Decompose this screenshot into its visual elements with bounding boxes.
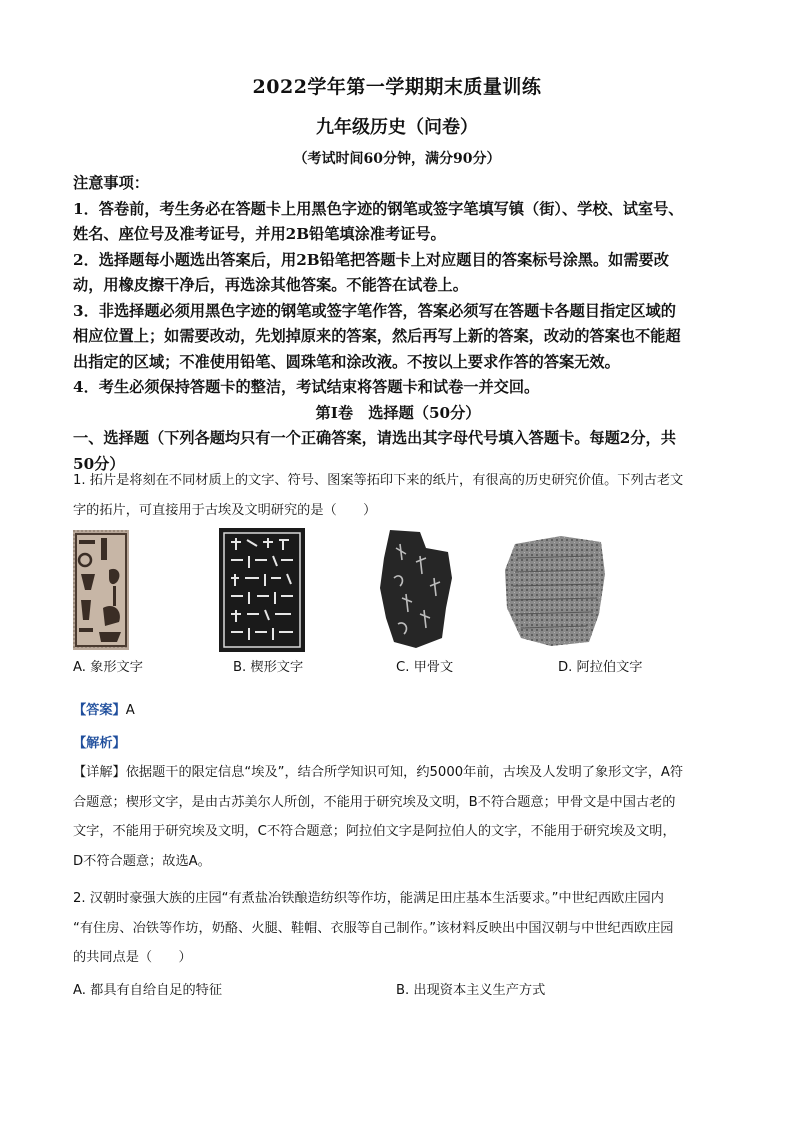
question-1-detail [73,758,723,876]
answer-tag: 【答案】 [73,703,126,718]
exam-info: （考试时间60分钟，满分90分） [293,151,501,167]
question-2-stem [73,884,723,973]
notes-line: 相应位置上；如需要改动，先划掉原来的答案，然后再写上新的答案，改动的答案也不能超 [73,327,681,345]
question-1-options [73,656,723,680]
option-d[interactable]: D. 阿拉伯文字 [558,660,643,675]
option-b[interactable]: B. 楔形文字 [233,660,304,675]
notes-line: 3．非选择题必须用黑色字迹的钢笔或签字笔作答，答案必须写在答题卡各题目指定区域的 [73,301,676,320]
detail-tag: 【详解】 [73,765,126,780]
notes-line: 姓名、座位号及准考证号，并用2B铅笔填涂准考证号。 [73,225,446,243]
rubbing-images [73,528,723,653]
notes-heading: 注意事项： [73,174,149,192]
question-1-stem [73,466,723,525]
notes-line: 2．选择题每小题选出答案后，用2B铅笔把答题卡上对应题目的答案标号涂黑。如需要改 [73,250,669,269]
notes-line: 1．答卷前，考生务必在答题卡上用黑色字迹的钢笔或签字笔填写镇（街）、学校、试室号、 [73,199,684,218]
section-title: 第Ⅰ卷 选择题（50分） [315,403,481,422]
notes-line: 出指定的区域；不准使用铅笔、圆珠笔和涂改液。不按以上要求作答的答案无效。 [73,352,620,371]
question-stem-line: 的共同点是（ ） [73,950,192,965]
detail-line: D不符合题意；故选A。 [73,853,211,869]
section-instruction: 一、选择题（下列各题均只有一个正确答案，请选出其字母代号填入答题卡。每题2分，共 [73,429,676,447]
section-instruction: 50分） [73,454,125,473]
question-stem-line: 2. 汉朝时豪强大族的庄园“有煮盐冶铁酿造纺织等作坊，能满足田庄基本生活要求。”中世纪西欧庄园内 [73,891,664,906]
option-c[interactable]: C. 甲骨文 [396,660,454,675]
cuneiform-rubbing-image [219,528,305,652]
answer-value: A [125,703,135,718]
exam-subtitle: 九年级历史（问卷） [316,117,478,138]
question-stem-line: 字的拓片，可直接用于古埃及文明研究的是（ ） [73,502,377,518]
question-2-options [73,979,723,1003]
detail-line: 【详解】依据题干的限定信息“埃及”，结合所学知识可知，约5000年前，古埃及人发明了象形文字，A符 [73,765,684,780]
notes-line: 4．考生必须保持答题卡的整洁，考试结束将答题卡和试卷一并交回。 [73,378,540,396]
detail-line: 合题意；楔形文字，是由古苏美尔人所创，不能用于研究埃及文明，B不符合题意；甲骨文是中国古老的 [73,794,676,810]
option-b[interactable]: B. 出现资本主义生产方式 [396,983,546,998]
exam-title: 2022学年第一学期期末质量训练 [252,76,542,98]
arabic-rubbing-image [501,534,607,648]
question-stem-line: 1. 拓片是将刻在不同材质上的文字、符号、图案等拓印下来的纸片，有很高的历史研究价值。下列古老文 [73,473,684,488]
notes-section [73,171,723,477]
analysis-tag: 【解析】 [73,736,126,751]
option-a[interactable]: A. 都具有自给自足的特征 [73,983,223,998]
detail-line: 文字，不能用于研究埃及文明，C不符合题意；阿拉伯文字是阿拉伯人的文字，不能用于研究埃及文明， [73,824,676,839]
hieroglyph-rubbing-image [73,530,129,650]
oracle-bone-rubbing-image [376,528,456,650]
answer-line [73,699,723,723]
question-stem-line: “有住房、冶铁等作坊，奶酪、火腿、鞋帽、衣服等自己制作。”该材料反映出中国汉朝与中世纪西欧庄园 [73,920,674,936]
notes-line: 动，用橡皮擦干净后，再选涂其他答案。不能答在试卷上。 [73,276,468,294]
option-a[interactable]: A. 象形文字 [73,660,143,675]
analysis-line [73,732,723,756]
